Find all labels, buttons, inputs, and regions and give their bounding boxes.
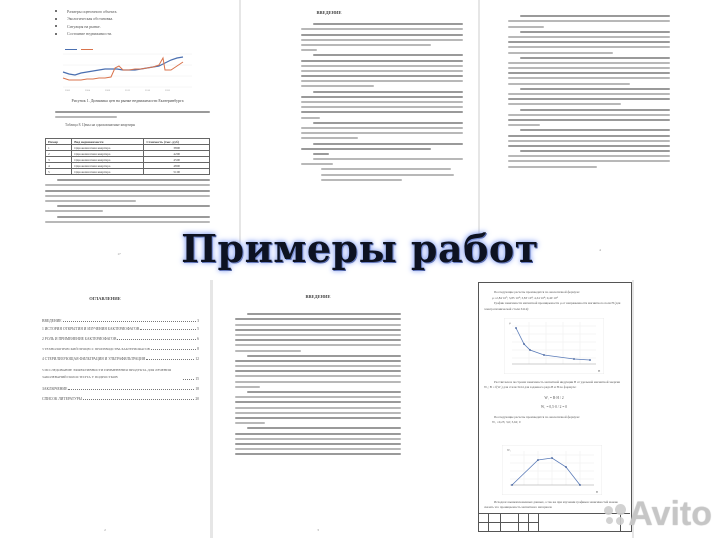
toc-entry[interactable]: 2 РОЛЬ И ПРИМЕНЕНИЕ БАКТЕРИОФАГОВ 6 (42, 337, 199, 341)
page-number: 2 (104, 528, 106, 532)
svg-text:2020: 2020 (165, 89, 170, 92)
formula: W₁ =0,25; 3,6; 3,62; 0 (492, 420, 521, 424)
table-caption: Таблица 8. Цены на однокомнатные квартиры (65, 122, 136, 127)
toc-heading: ОГЛАВЛЕНИЕ (89, 296, 121, 301)
price-table: Номер Вид недвижимости Стоимость (тыс. руб) 1 Однокомнатная квартира 3800 2 Однокомнатная квартира 4200 3 Однокомнатная квартира 4500 4 Однокомнатная квартира 4800 5 Однокомнатная квартира 5100 (45, 138, 210, 175)
table-row: 1 Однокомнатная квартира 3800 (46, 145, 210, 151)
overlay-title: Примеры работ (181, 226, 539, 271)
formula: W₁ = 0,5·0 / 2 = 0 (540, 405, 568, 409)
bullet-icon (55, 33, 57, 35)
text-line: График зависимости магнитной проницаемости μ от напряженности магнитного поля H (для электротехнической стали 3414): (484, 301, 621, 311)
text-line: Последующие расчеты производятся по аналогичной формуле: (494, 290, 580, 294)
table-row: 4 Однокомнатная квартира 4800 (46, 163, 210, 169)
toc-entry[interactable]: 5 ИССЛЕДОВАНИЕ ЭФФЕКТИВНОСТИ ПРИМЕНЕНИЯ ПРОДУКТА ДЛЯ ЛЕЧЕНИЯ ЗАБОЛЕВАНИЙ ПОЛОСТИ РТА У ПОДРОСТКОВ 15 (42, 368, 199, 381)
toc-entry[interactable]: 4 СТЕРИЛИЗУЮЩАЯ ФИЛЬТРАЦИЯ И УЛЬТРАФИЛЬТРАЦИЯ 12 (42, 357, 199, 361)
avito-logo-icon (604, 504, 626, 526)
bullet-item: Состояние недвижимости. (55, 31, 117, 36)
body-text (508, 12, 670, 171)
bullet-icon (55, 25, 57, 27)
avito-wordmark: Avito (628, 495, 712, 533)
body-text (235, 310, 401, 458)
svg-text:B: B (596, 490, 599, 494)
page-number: 4 (599, 248, 601, 252)
document-page-projects-continued (480, 0, 720, 262)
toc-list (42, 313, 199, 407)
document-page-introduction-projects (241, 0, 477, 262)
svg-text:μ: μ (509, 321, 511, 325)
bullet-icon (55, 10, 57, 12)
toc-entry[interactable]: ВВЕДЕНИЕ 3 (42, 319, 199, 323)
page-heading: ВВЕДЕНИЕ (305, 294, 331, 299)
text-line: Последующие расчеты производятся по аналогичной формуле: (494, 415, 580, 419)
text-line: Рассчитаем и построим зависимость магнитной индукции B от удельной магнитной энергии W₁; B = f(W₁) для стали 3414 для заданного ряда B и H по формуле: (484, 380, 621, 389)
text-line: Исходя из вышеизложенных данных, а так же при изучении графиков зависимостей можно сказать что проницаемость магнитного материала (484, 500, 619, 509)
svg-text:2004: 2004 (85, 89, 90, 92)
price-dynamics-chart (55, 48, 200, 93)
document-page-real-estate (0, 0, 238, 262)
text-line (55, 116, 117, 118)
page-number: 17 (117, 252, 121, 256)
svg-text:2000: 2000 (65, 89, 70, 92)
formula: W₁ = B·H / 2 (544, 396, 564, 400)
svg-text:W₁: W₁ (507, 448, 511, 452)
svg-text:H: H (598, 369, 601, 373)
toc-entry[interactable]: 3 ТЕХНОЛОГИЧЕСКИЙ ПРОЦЕСС ПРОИЗВОДСТВА БАКТЕРИОФАГОВ 8 (42, 347, 199, 351)
bullet-item: Ситуация на рынке. (55, 24, 117, 29)
table-row: 3 Однокомнатная квартира 4500 (46, 157, 210, 163)
page-heading: ВВЕДЕНИЕ (316, 10, 342, 15)
document-page-table-of-contents (0, 280, 210, 538)
toc-entry[interactable]: ЗАКЛЮЧЕНИЕ 18 (42, 387, 199, 391)
avito-watermark (604, 495, 712, 534)
svg-text:2016: 2016 (145, 89, 150, 92)
svg-text:2012: 2012 (125, 89, 130, 92)
bullet-icon (55, 18, 57, 20)
svg-text:2008: 2008 (105, 89, 110, 92)
table-row: 2 Однокомнатная квартира 4200 (46, 151, 210, 157)
table-row: 5 Однокомнатная квартира 5100 (46, 169, 210, 175)
formula: μ =2,84·10⁵; 3,85·10⁴; 3,83·10⁴; 4,34·10⁴; 0,40·10⁴ (492, 295, 558, 300)
toc-entry[interactable]: 1 ИСТОРИЯ ОТКРЫТИЯ И ИЗУЧЕНИЯ БАКТЕРИОФАГОВ 5 (42, 327, 199, 331)
document-page-introduction-bacteriophages (213, 280, 423, 538)
page-number: 3 (317, 528, 319, 532)
bullet-item: Экологическая обстановка. (55, 16, 117, 21)
figure-caption: Рисунок 1. Динамика цен на рынке недвижимости Екатеринбурга (71, 98, 184, 103)
text-line (55, 111, 210, 113)
w-b-chart (502, 445, 602, 495)
bullet-item: Размеры оценочного объекта. (55, 9, 117, 14)
body-text (301, 20, 463, 184)
toc-entry[interactable]: СПИСОК ЛИТЕРАТУРЫ 20 (42, 397, 199, 401)
mu-h-chart (504, 318, 604, 374)
body-text (45, 176, 210, 226)
